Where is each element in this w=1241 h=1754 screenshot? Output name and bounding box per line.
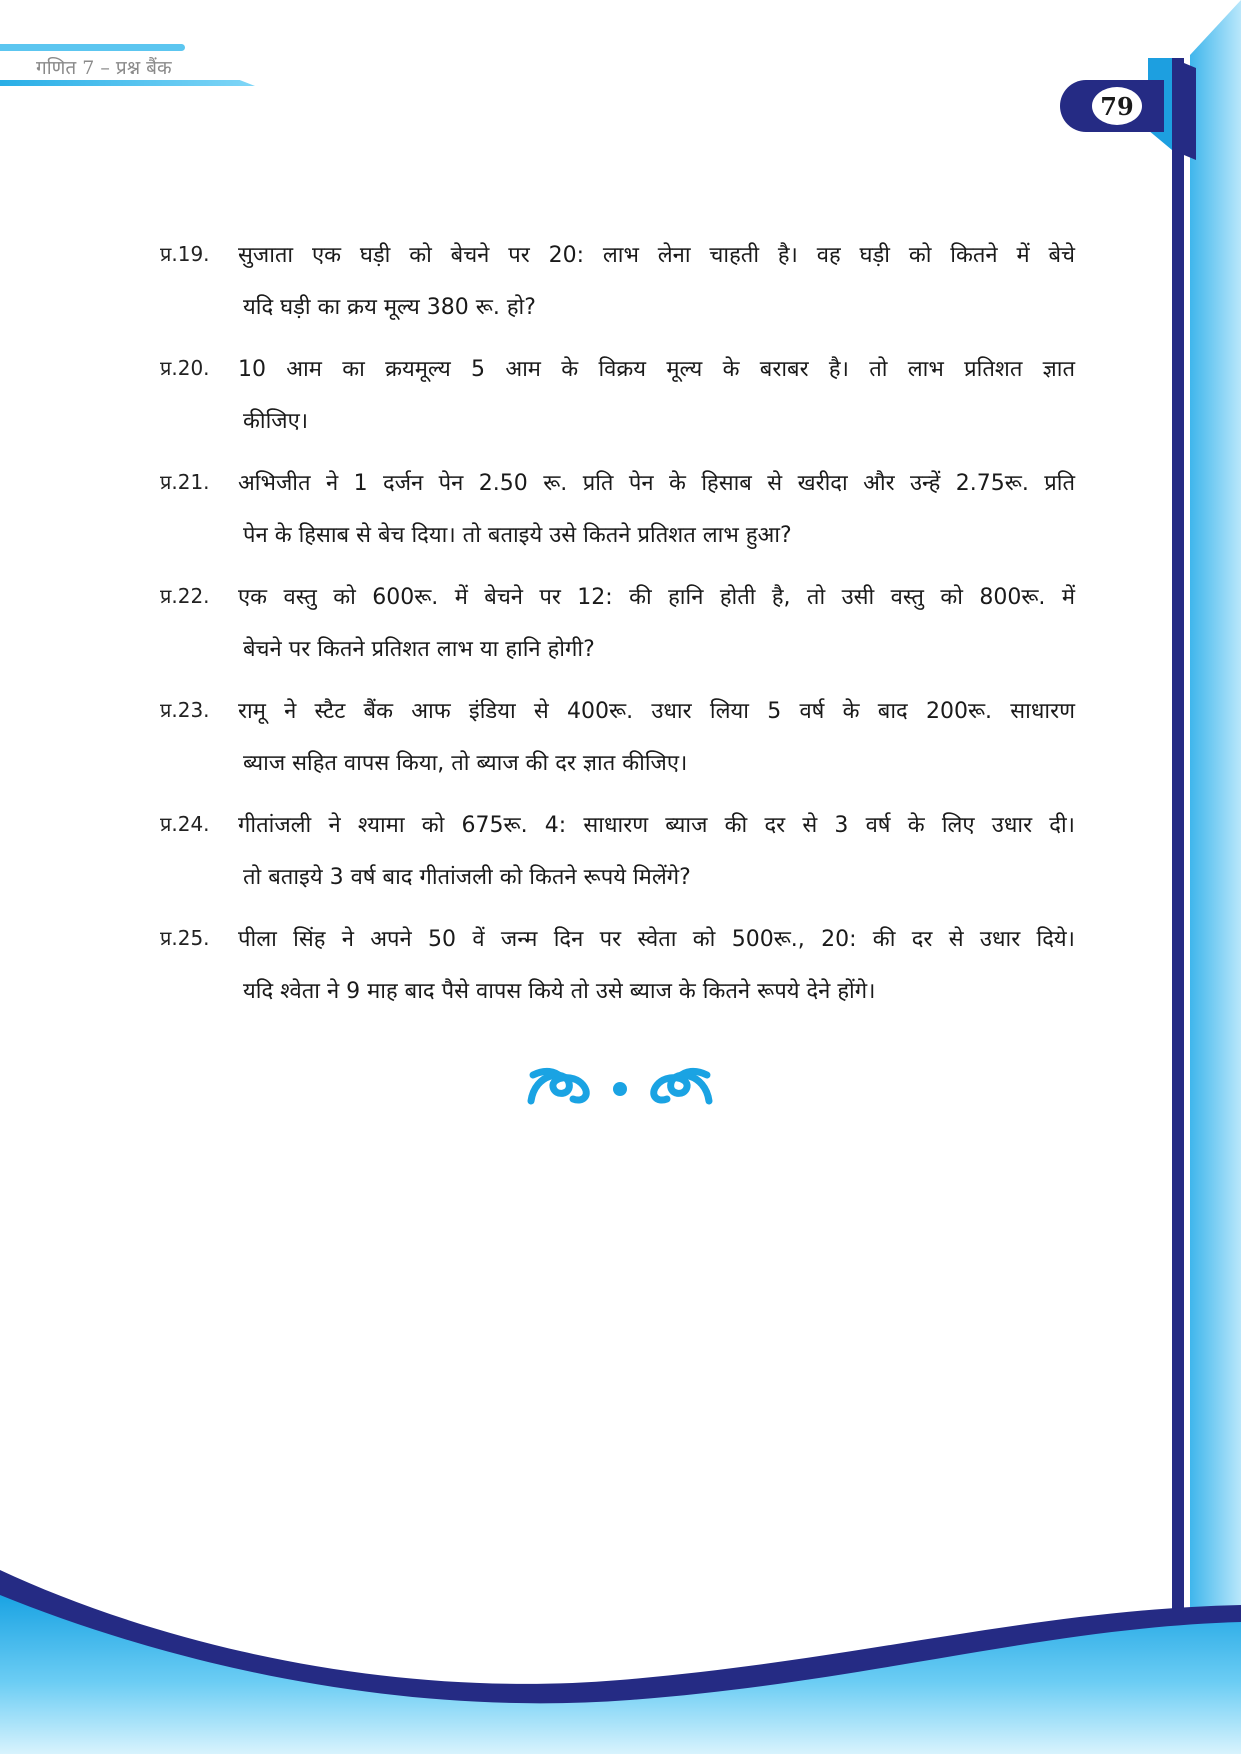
question-number: प्र.19. <box>160 242 210 266</box>
question-text <box>238 458 1075 562</box>
question-item <box>160 800 1075 904</box>
question-line: 10 आम का क्रयमूल्य 5 आम के विक्रय मूल्य के बराबर है। तो लाभ प्रतिशत ज्ञात <box>238 357 1075 382</box>
question-text <box>238 344 1075 448</box>
question-number: प्र.24. <box>160 812 210 836</box>
question-line: एक वस्तु को 600रू. में बेचने पर 12: की हानि होती है, तो उसी वस्तु को 800रू. में <box>238 585 1075 610</box>
question-line: पेन के हिसाब से बेच दिया। तो बताइये उसे कितने प्रतिशत लाभ हुआ? <box>243 523 792 548</box>
question-line: तो बताइये 3 वर्ष बाद गीतांजली को कितने रूपये मिलेंगे? <box>243 865 691 890</box>
question-line: ब्याज सहित वापस किया, तो ब्याज की दर ज्ञात कीजिए। <box>243 751 688 776</box>
question-text <box>238 572 1075 676</box>
page-number: 79 <box>1100 91 1134 121</box>
question-text <box>238 686 1075 790</box>
question-line: यदि घड़ी का क्रय मूल्य 380 रू. हो? <box>243 295 536 320</box>
question-item <box>160 458 1075 562</box>
question-item <box>160 686 1075 790</box>
running-header <box>0 44 260 90</box>
page-number-badge <box>1060 80 1164 132</box>
question-line: अभिजीत ने 1 दर्जन पेन 2.50 रू. प्रति पेन के हिसाब से खरीदा और उन्हें 2.75रू. प्रति <box>238 471 1075 496</box>
question-number: प्र.20. <box>160 356 210 380</box>
page-number-oval <box>1092 87 1142 125</box>
header-title: गणित 7 – प्रश्न बैंक <box>36 57 172 79</box>
question-number: प्र.25. <box>160 926 210 950</box>
question-line: बेचने पर कितने प्रतिशत लाभ या हानि होगी? <box>243 637 595 662</box>
question-item <box>160 572 1075 676</box>
question-text <box>238 800 1075 904</box>
question-text <box>238 914 1075 1018</box>
question-number: प्र.23. <box>160 698 210 722</box>
question-item <box>160 344 1075 448</box>
question-item <box>160 914 1075 1018</box>
question-line: पीला सिंह ने अपने 50 वें जन्म दिन पर स्वेता को 500रू., 20: की दर से उधार दिये। <box>238 927 1075 952</box>
question-line: रामू ने स्टैट बैंक आफ इंडिया से 400रू. उधार लिया 5 वर्ष के बाद 200रू. साधारण <box>238 699 1075 724</box>
end-of-section-ornament-icon <box>520 1063 720 1109</box>
question-line: कीजिए। <box>243 409 309 434</box>
header-band-top <box>0 44 185 51</box>
question-number: प्र.22. <box>160 584 210 608</box>
header-band-bottom <box>0 80 255 86</box>
question-item <box>160 230 1075 334</box>
question-line: सुजाता एक घड़ी को बेचने पर 20: लाभ लेना चाहती है। वह घड़ी को कितने में बेचे <box>238 243 1075 268</box>
question-text <box>238 230 1075 334</box>
question-line: यदि श्वेता ने 9 माह बाद पैसे वापस किये तो उसे ब्याज के कितने रूपये देने होंगे। <box>243 979 876 1004</box>
question-list <box>160 230 1075 1028</box>
question-number: प्र.21. <box>160 470 210 494</box>
question-line: गीतांजली ने श्यामा को 675रू. 4: साधारण ब्याज की दर से 3 वर्ष के लिए उधार दी। <box>238 813 1075 838</box>
